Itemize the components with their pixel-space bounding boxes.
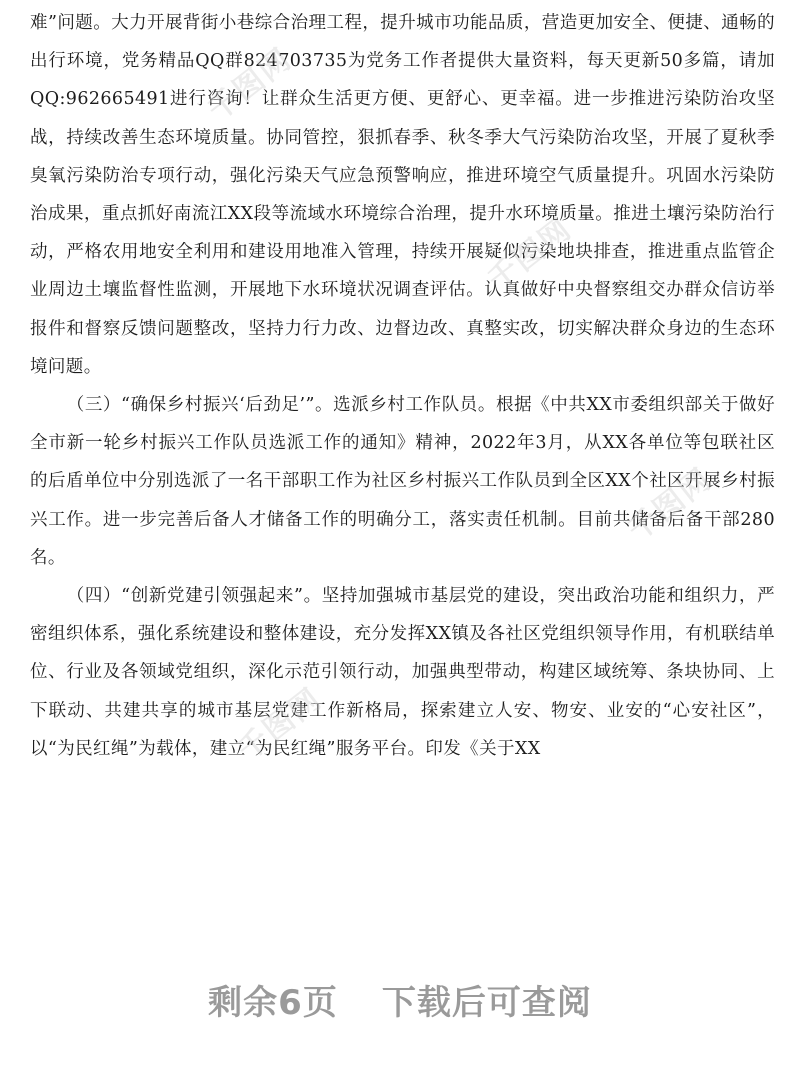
watermark-logo: 千图网: [201, 41, 299, 129]
remaining-pages-label: 剩余6页: [208, 983, 338, 1023]
download-label: 下载后可查阅: [381, 983, 592, 1023]
watermark-logo: 千图网: [481, 211, 579, 299]
paragraph-2: （三）“确保乡村振兴‘后劲足’”。选派乡村工作队员。根据《中共XX市委组织部关于做好全市新一轮乡村振兴工作队员选派工作的通知》精神，2022年3月，从XX各单位等包联社区的后盾单位中分别选派了一名干部职工作为社区乡村振兴工作队员到全区XX个社区开展乡村振兴工作。进一步完善后备人才储备工作的明确分工，落实责任机制。目前共储备后备干部280名。: [30, 395, 775, 568]
watermark-logo: 千图网: [621, 461, 719, 549]
paragraph-3: （四）“创新党建引领强起来”。坚持加强城市基层党的建设，突出政治功能和组织力，严密组织体系，强化系统建设和整体建设，充分发挥XX镇及各社区党组织领导作用，有机联结单位、行业及各领域党组织，深化示范引领行动，加强典型带动，构建区域统筹、条块协同、上下联动、共建共享的城市基层党建工作新格局，探索建立人安、物安、业安的“心安社区”，以“为民红绳”为载体，建立“为民红绳”服务平台。印发《关于XX: [30, 586, 775, 759]
download-prompt[interactable]: [0, 975, 800, 1024]
document-body: [30, 0, 775, 768]
watermark-logo: 千图网: [231, 681, 329, 769]
paragraph-1: 难”问题。大力开展背街小巷综合治理工程，提升城市功能品质，营造更加安全、便捷、通畅的出行环境，党务精品QQ群824703735为党务工作者提供大量资料，每天更新50多篇，请加QQ:962665491进行咨询！让群众生活更方便、更舒心、更幸福。进一步推进污染防治攻坚战，持续改善生态环境质量。协同管控，狠抓春季、秋冬季大气污染防治攻坚，开展了夏秋季臭氧污染防治专项行动，强化污染天气应急预警响应，推进环境空气质量提升。巩固水污染防治成果，重点抓好南流江XX段等流域水环境综合治理，提升水环境质量。推进土壤污染防治行动，严格农用地安全利用和建设用地准入管理，持续开展疑似污染地块排查，推进重点监管企业周边土壤监督性监测，开展地下水环境状况调查评估。认真做好中央督察组交办群众信访举报件和督察反馈问题整改，坚持力行力改、边督边改、真整实改，切实解决群众身边的生态环境问题。: [30, 13, 775, 377]
